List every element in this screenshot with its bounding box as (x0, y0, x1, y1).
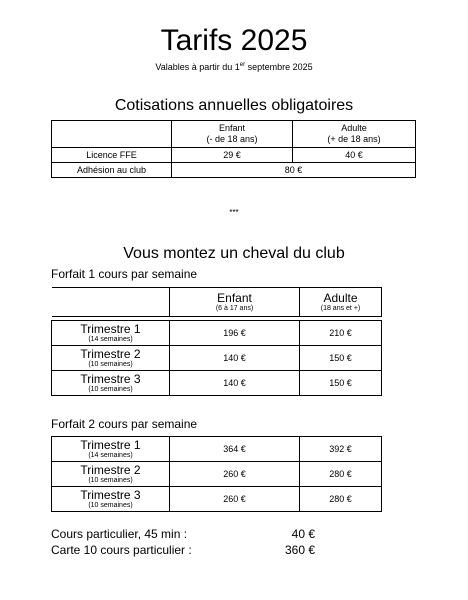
table-row (52, 371, 382, 396)
trimestre-weeks: (10 semaines) (88, 385, 133, 393)
table-row (52, 321, 382, 346)
table-header-row (52, 121, 416, 148)
forfait1-table (51, 287, 382, 396)
header-enfant-sub: (6 à 17 ans) (215, 304, 254, 312)
price-enfant: 140 € (170, 371, 300, 396)
trimestre-name: Trimestre 3 (80, 371, 141, 386)
header-enfant (172, 121, 293, 148)
header-adulte-label: Adulte (323, 290, 358, 305)
trimestre-weeks: (10 semaines) (88, 360, 133, 368)
header-enfant-sub: (- de 18 ans) (206, 134, 258, 144)
separator-stars: *** (229, 208, 239, 217)
header-adulte-label: Adulte (341, 123, 367, 133)
price-enfant: 364 € (170, 437, 300, 462)
forfait2-label: Forfait 2 cours par semaine (51, 417, 198, 431)
table-header-row (52, 288, 382, 317)
price-enfant: 29 € (172, 148, 293, 163)
header-enfant-label: Enfant (218, 123, 246, 133)
forfait2-table (51, 436, 382, 512)
table-row (52, 148, 416, 163)
trimestre-weeks: (10 semaines) (88, 501, 133, 509)
price-enfant: 196 € (170, 321, 300, 346)
header-adulte-sub: (18 ans et +) (320, 304, 361, 312)
trimestre-weeks: (10 semaines) (88, 476, 133, 484)
lesson-card-price: 360 € (284, 543, 315, 557)
subtitle-text: Valables à partir du 1 (155, 62, 240, 72)
trimestre-weeks: (14 semaines) (88, 335, 133, 343)
trimestre-weeks: (14 semaines) (88, 451, 133, 459)
trimestre-name: Trimestre 2 (80, 346, 141, 361)
price-adulte: 210 € (300, 321, 382, 346)
trimestre-cell (52, 487, 170, 512)
row-label: Adhésion au club (52, 163, 172, 178)
trimestre-cell (52, 346, 170, 371)
trimestre-cell (52, 321, 170, 346)
row-label: Licence FFE (52, 148, 172, 163)
validity-subtitle (0, 61, 468, 73)
header-adulte (300, 288, 382, 317)
table-row (52, 487, 382, 512)
price-adulte: 392 € (300, 437, 382, 462)
table-row (52, 163, 416, 178)
price-enfant: 260 € (170, 462, 300, 487)
trimestre-cell (52, 371, 170, 396)
price-enfant: 260 € (170, 487, 300, 512)
price-adulte: 40 € (293, 148, 416, 163)
price-adulte: 280 € (300, 462, 382, 487)
forfait1-label: Forfait 1 cours par semaine (51, 267, 198, 281)
trimestre-name: Trimestre 3 (80, 487, 141, 502)
subtitle-text-end: septembre 2025 (245, 62, 313, 72)
header-enfant-label: Enfant (217, 290, 252, 305)
table-row (52, 462, 382, 487)
table-row (52, 346, 382, 371)
empty-header-cell (52, 121, 172, 148)
table-row (52, 437, 382, 462)
trimestre-name: Trimestre 1 (80, 321, 141, 336)
trimestre-name: Trimestre 1 (80, 437, 141, 452)
private-lesson-price: 40 € (291, 527, 315, 541)
price-all: 80 € (172, 163, 416, 178)
club-heading: Vous montez un cheval du club (123, 245, 345, 262)
subtitle-superscript: er (239, 62, 246, 68)
lesson-card-label: Carte 10 cours particulier : (51, 543, 192, 557)
trimestre-cell (52, 437, 170, 462)
private-lesson-label: Cours particulier, 45 min : (51, 527, 188, 541)
price-adulte: 150 € (300, 346, 382, 371)
cotisations-heading: Cotisations annuelles obligatoires (114, 97, 354, 114)
empty-header-cell (52, 288, 170, 317)
price-adulte: 280 € (300, 487, 382, 512)
cotisations-table (51, 120, 416, 178)
trimestre-cell (52, 462, 170, 487)
page-title: Tarifs 2025 (160, 24, 308, 57)
trimestre-name: Trimestre 2 (80, 462, 141, 477)
header-enfant (170, 288, 300, 317)
price-enfant: 140 € (170, 346, 300, 371)
header-adulte-sub: (+ de 18 ans) (327, 134, 381, 144)
header-adulte (293, 121, 416, 148)
price-adulte: 150 € (300, 371, 382, 396)
